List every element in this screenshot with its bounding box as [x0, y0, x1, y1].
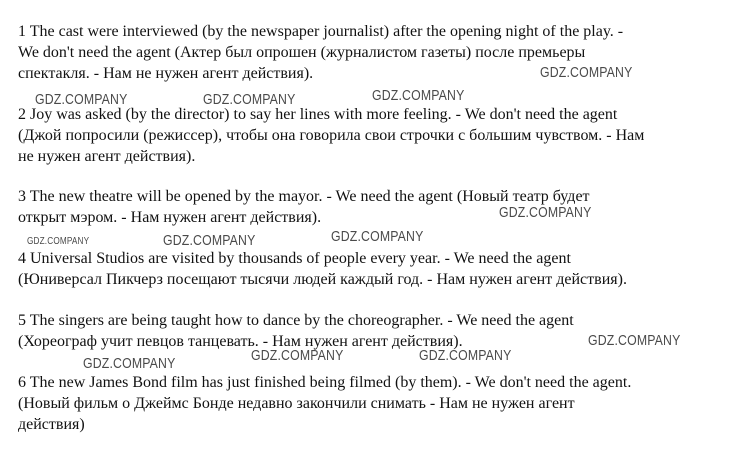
item-3-line-2: открыт мэром. - Нам нужен агент действия). — [18, 209, 322, 226]
item-4-line-2: (Юниверсал Пикчерз посещают тысячи людей каждый год. - Нам нужен агент действия). — [18, 271, 627, 288]
watermark: GDZ.COMPANY — [251, 347, 344, 364]
watermark: GDZ.COMPANY — [27, 236, 90, 247]
watermark: GDZ.COMPANY — [419, 347, 512, 364]
watermark: GDZ.COMPANY — [83, 355, 176, 372]
watermark: GDZ.COMPANY — [35, 91, 128, 108]
item-2-line-3: не нужен агент действия). — [18, 148, 196, 165]
item-5-line-2: (Хореограф учит певцов танцевать. - Нам нужен агент действия). — [18, 333, 463, 350]
watermark: GDZ.COMPANY — [331, 228, 424, 245]
item-2-line-1: 2 Joy was asked (by the director) to say her lines with more feeling. - We don't need the agent — [18, 106, 618, 123]
item-6-line-2: (Новый фильм о Джеймс Бонде недавно закончили снимать - Нам не нужен агент — [18, 395, 575, 412]
watermark: GDZ.COMPANY — [588, 332, 681, 349]
watermark: GDZ.COMPANY — [499, 204, 592, 221]
item-6-line-3: действия) — [18, 416, 85, 433]
watermark: GDZ.COMPANY — [163, 232, 256, 249]
item-1-line-3: спектакля. - Нам не нужен агент действия). — [18, 65, 314, 82]
item-2-line-2: (Джой попросили (режиссер), чтобы она говорила свои строчки с большим чувством. - Нам — [18, 127, 645, 144]
watermark: GDZ.COMPANY — [540, 64, 633, 81]
item-1-line-1: 1 The cast were interviewed (by the newspaper journalist) after the opening night of the play. - — [18, 23, 624, 40]
item-5-line-1: 5 The singers are being taught how to dance by the choreographer. - We need the agent — [18, 312, 574, 329]
item-1-line-2: We don't need the agent (Актер был опрошен (журналистом газеты) после премьеры — [18, 44, 586, 61]
item-3-line-1: 3 The new theatre will be opened by the mayor. - We need the agent (Новый театр будет — [18, 188, 590, 205]
watermark: GDZ.COMPANY — [372, 87, 465, 104]
item-6-line-1: 6 The new James Bond film has just finished being filmed (by them). - We don't need the agent. — [18, 374, 632, 391]
watermark: GDZ.COMPANY — [203, 91, 296, 108]
item-4-line-1: 4 Universal Studios are visited by thousands of people every year. - We need the agent — [18, 250, 571, 267]
